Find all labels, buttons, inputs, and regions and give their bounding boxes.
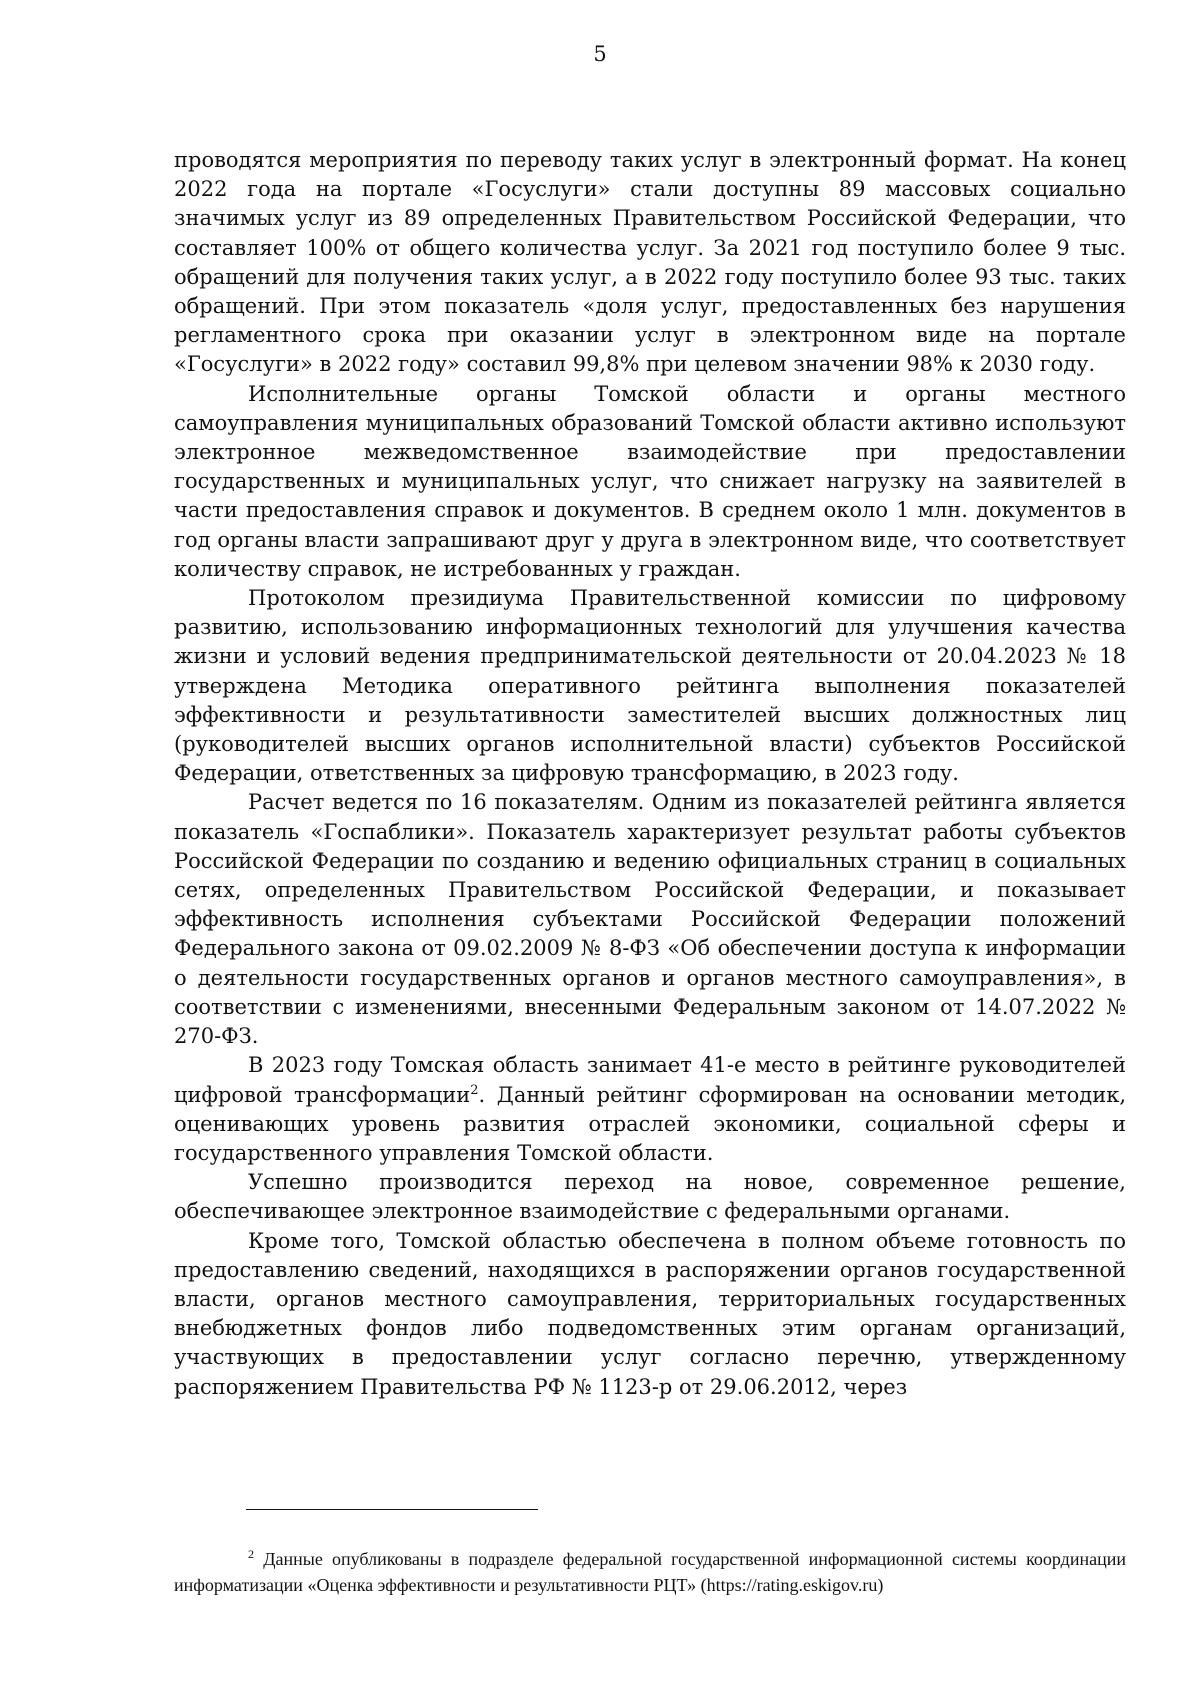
tomsk-rating-text-after: . Данный рейтинг сформирован на основании методик, оценивающих уровень развития отраслей экономики, социальной сферы и государственного управления Томской области.: [174, 1082, 1127, 1165]
paragraph-new-solution: Успешно производится переход на новое, современное решение, обеспечивающее электронное взаимодействие с федеральными органами.: [174, 1170, 1126, 1224]
paragraph-service-digitization: проводятся мероприятия по переводу таких услуг в электронный формат. На конец 2022 года на портале «Госуслуги» стали доступны 89 массовых социально значимых услуг из 89 определенных Правительством Российской Федерации, что составляет 100% от общего количества услуг. За 2021 год поступило более 9 тыс. обращений для получения таких услуг, а в 2022 году поступило более 93 тыс. таких обращений. При этом показатель «доля услуг, предоставленных без нарушения регламентного срока при оказании услуг в электронном виде на портале «Госуслуги» в 2022 году» составил 99,8% при целевом значении 98% к 2030 году.: [174, 148, 1126, 377]
footnote-marker: 2: [248, 1547, 254, 1561]
tomsk-rating-text-before: В 2023 году Томская область занимает 41-е место в рейтинге руководителей цифровой трансформации: [174, 1053, 1126, 1107]
paragraph-interagency-interaction: Исполнительные органы Томской области и органы местного самоуправления муниципальных образований Томской области активно используют электронное межведомственное взаимодействие при предоставлении государственных и муниципальных услуг, что снижает нагрузку на заявителей в части предоставления справок и документов. В среднем около 1 млн. документов в год органы власти запрашивают друг у друга в электронном виде, что соответствует количеству справок, не истребованных у граждан.: [174, 381, 1126, 581]
footnote-separator: [246, 1509, 538, 1510]
paragraph-rating-methodology: Протоколом президиума Правительственной комиссии по цифровому развитию, использованию информационных технологий для улучшения качества жизни и условий ведения предпринимательской деятельности от 20.04.2023 № 18 утверждена Методика оперативного рейтинга выполнения показателей эффективности и результативности заместителей высших должностных лиц (руководителей высших органов исполнительной власти) субъектов Российской Федерации, ответственных за цифровую трансформацию, в 2023 году.: [174, 586, 1126, 786]
paragraph-readiness: Кроме того, Томской областью обеспечена в полном объеме готовность по предоставлению сведений, находящихся в распоряжении органов государственной власти, органов местного самоуправления, территориальных государственных внебюджетных фондов либо подведомственных этим органам организаций, участвующих в предоставлении услуг согласно перечню, утвержденному распоряжением Правительства РФ № 1123-р от 29.06.2012, через: [174, 1228, 1126, 1399]
paragraph-gospubliki-indicator: Расчет ведется по 16 показателям. Одним из показателей рейтинга является показатель «Госпаблики». Показатель характеризует результат работы субъектов Российской Федерации по созданию и ведению официальных страниц в социальных сетях, определенных Правительством Российской Федерации, и показывает эффективность исполнения субъектами Российской Федерации положений Федерального закона от 09.02.2009 № 8-ФЗ «Об обеспечении доступа к информации о деятельности государственных органов и органов местного самоуправления», в соответствии с изменениями, внесенными Федеральным законом от 14.07.2022 № 270-ФЗ.: [174, 790, 1126, 1049]
main-text: [174, 146, 1126, 1402]
footnote: [174, 1546, 1126, 1598]
paragraph-tomsk-rating: [174, 1051, 1126, 1168]
footnote-reference: 2: [470, 1082, 479, 1098]
page-number: 5: [593, 42, 607, 66]
footnote-text: Данные опубликованы в подразделе федеральной государственной информационной системы координации информатизации «Оценка эффективности и результативности РЦТ» (https://rating.eskigov.ru): [174, 1549, 1126, 1595]
